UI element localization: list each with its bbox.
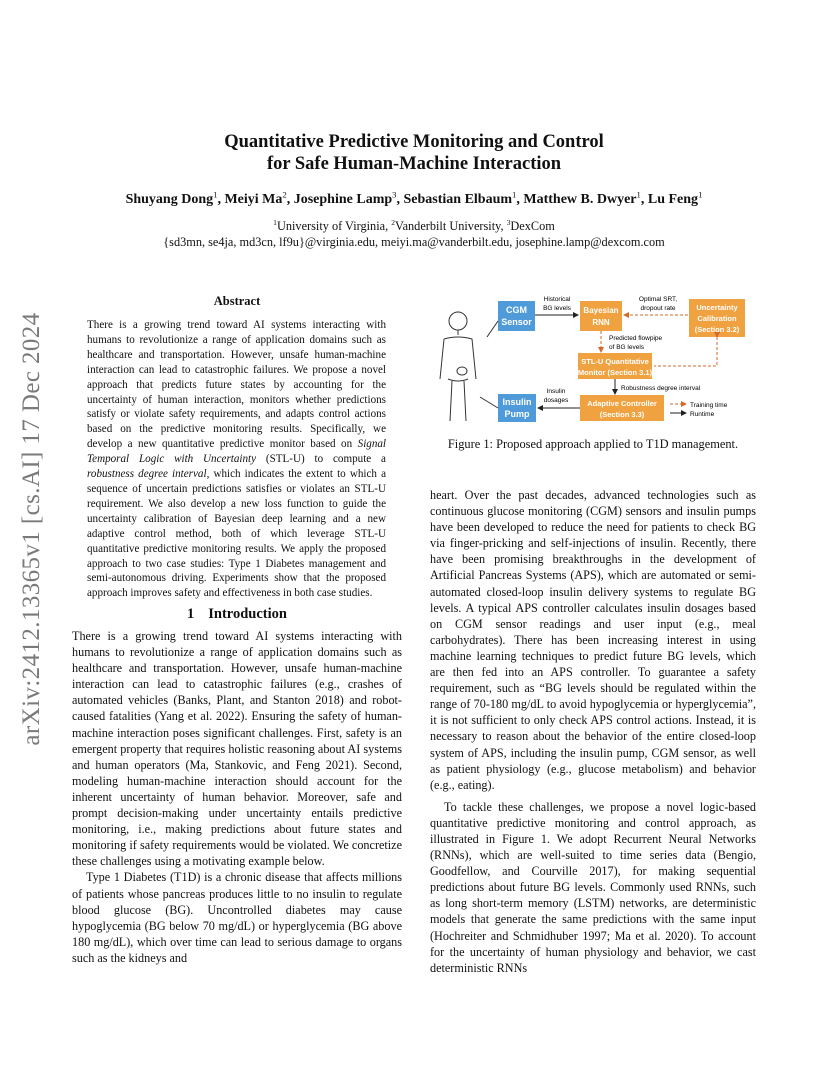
author-name: Matthew B. Dwyer — [523, 192, 637, 207]
affil-name: Vanderbilt University, — [395, 219, 507, 233]
pump-label-1: Insulin — [502, 397, 532, 407]
legend-training-label: Training time — [690, 402, 728, 409]
author-affil: 1 — [698, 189, 703, 200]
stlu-label-2: Monitor (Section 3.1) — [577, 368, 653, 377]
affil-mark: 2 — [391, 217, 396, 227]
label-of-bg-levels: of BG levels — [609, 344, 645, 351]
affiliations — [0, 218, 828, 250]
figure-1-diagram — [432, 291, 764, 427]
label-insulin: Insulin — [546, 388, 566, 395]
author-name: Josephine Lamp — [293, 192, 393, 207]
section-heading-introduction — [72, 606, 402, 623]
author-affil: 1 — [636, 189, 641, 200]
title-line-1: Quantitative Predictive Monitoring and Control — [224, 132, 604, 152]
abstract-emph: robustness degree interval — [87, 468, 207, 481]
label-historical: Historical — [543, 296, 571, 303]
arxiv-stamp — [14, 294, 50, 764]
paper-title — [0, 131, 828, 175]
adaptive-label-1: Adaptive Controller — [587, 399, 657, 408]
label-bg-levels: BG levels — [543, 305, 571, 312]
affil-name: DexCom — [510, 219, 555, 233]
pump-pointer — [480, 397, 498, 408]
dashed-loop-monitor-calib — [654, 337, 717, 366]
author-name: Meiyi Ma — [224, 192, 283, 207]
legend-runtime-label: Runtime — [690, 411, 715, 418]
paragraph: heart. Over the past decades, advanced technologies such as continuous glucose monitoring (CGM) sensors and insulin pumps have been developed to reduce the need for patients to check BG via finger-pricking and self-injections of insulin. Recently, there have been promising breakthroughs in the development of Artificial Pancreas Systems (APS), which are automated or semi-automated closed-loop insulin delivery systems to regulate BG levels. A typical APS controller calculates insulin dosages based on CGM sensor readings and user input (e.g., meal carbohydrates). There has been increasing interest in using machine learning techniques to predict future BG levels, which are then fed into an APS controller. To guarantee a safety requirement, such as “BG levels should be regulated within the range of 70-180 mg/dL to avoid hypoglycemia or hyperglycemia”, it is not sufficient to only check APS control actions. Instead, it is necessary to reason about the behavior of the entire closed-loop system of APS, including the insulin pump, CGM sensor, as well as patient physiology (e.g., glucose metabolism) and behavior (e.g., eating). — [430, 488, 756, 792]
abstract-heading: Abstract — [213, 294, 261, 308]
label-dropout: dropout rate — [640, 305, 676, 312]
abstract-emph: Signal Temporal Logic with Uncertainty — [87, 438, 386, 466]
human-figure-icon — [440, 312, 476, 421]
label-robustness: Robustness degree interval — [621, 385, 701, 392]
paragraph: Type 1 Diabetes (T1D) is a chronic disease that affects millions of patients whose pancreas produces little to no insulin to regulate blood glucose (BG). Uncontrolled diabetes may cause hypoglycemia (BG below 70 mg/dL) or hyperglycemia (BG above 180 mg/dL), which over time can lead to serious damage to organs such as the kidneys and — [72, 870, 402, 965]
author-name: Shuyang Dong — [125, 192, 214, 207]
abstract-text: (STL-U) to compute a — [256, 453, 386, 466]
author-list: Shuyang Dong$^1$, Meiyi Ma$^2$, Josephine Lamp$^3$, Sebastian Elbaum$^1$, Matthew B. Dwyer$^1$, Lu Feng$^1$ — [125, 189, 703, 207]
section-number: 1 — [187, 606, 195, 622]
bayes-label-2: RNN — [592, 318, 610, 327]
affil-mark: 3 — [506, 217, 511, 227]
pump-label-2: Pump — [504, 409, 530, 419]
bayes-label-1: Bayesian — [583, 306, 619, 315]
affiliation-line — [0, 218, 828, 234]
author-affil: 3 — [392, 189, 397, 200]
calib-label-1: Uncertainty — [696, 303, 738, 312]
label-optimal: Optimal SRT, — [638, 296, 678, 303]
label-dosages: dosages — [543, 397, 569, 404]
right-column-body — [430, 487, 756, 976]
figure-1-caption: Figure 1: Proposed approach applied to T1D management. — [447, 437, 739, 451]
affil-name: University of Virginia, — [276, 219, 392, 233]
abstract-text: There is a growing trend toward AI systems interacting with humans to revolutionize a range of application domains such as healthcare and transportation. However, unsafe human-machine interaction can lead to catastrophic failures. We propose a novel approach that predicts future states by accounting for the uncertainty of human interaction, monitors whether predictions satisfy or violate safety requirements, and adapts control actions based on the predictive monitoring results. Specifically, we develop a new quantitative predictive monitor based on — [87, 319, 386, 451]
title-line-2: for Safe Human-Machine Interaction — [266, 154, 562, 174]
cgm-label-2: Sensor — [501, 317, 532, 327]
author-name: Lu Feng — [647, 192, 699, 207]
calib-label-3: (Section 3.2) — [694, 325, 740, 334]
author-name: Sebastian Elbaum — [403, 192, 513, 207]
stlu-label-1: STL-U Quantitative — [581, 357, 649, 366]
emails: {sd3mn, se4ja, md3cn, lf9u}@virginia.edu, meiyi.ma@vanderbilt.edu, josephine.lamp@dexcom.com — [163, 235, 665, 249]
arxiv-stamp-text: arXiv:2412.13365v1 [cs.AI] 17 Dec 2024 — [18, 312, 45, 746]
affil-mark: 1 — [273, 217, 277, 227]
paragraph: To tackle these challenges, we propose a novel logic-based quantitative predictive monitoring and control approach, as illustrated in Figure 1. We adopt Recurrent Neural Networks (RNNs), which are well-suited to time series data (Bengio, Goodfellow, and Courville 2017), for making sequential predictions about future BG levels. Commonly used RNNs, such as long short-term memory (LSTM) networks, are deterministic models that generate the same predictions with the same input (Hochreiter and Schmidhuber 1997; Ma et al. 2020). To account for the uncertainty of human physiology and behavior, we cast deterministic RNNs — [430, 799, 756, 975]
adaptive-label-2: (Section 3.3) — [599, 410, 645, 419]
calib-label-2: Calibration — [697, 314, 737, 323]
author-affil: 2 — [282, 189, 287, 200]
author-affil: 1 — [512, 189, 517, 200]
abstract-body — [87, 318, 386, 601]
cgm-label-1: CGM — [506, 305, 527, 315]
paragraph: There is a growing trend toward AI systems interacting with humans to revolutionize a range of application domains such as healthcare and transportation. However, unsafe human-machine interaction can lead to catastrophic failures (e.g., crashes of automated vehicles (Banks, Plant, and Stanton 2018) and robot-caused fatalities (Yang et al. 2022). Ensuring the safety of human-machine interaction poses significant challenges. First, safety is an emergent property that requires holistic reasoning about AI systems and human operators (Ma, Stankovic, and Feng 2021). Second, modeling human-machine interaction should account for the inherent uncertainty of human behavior. Moreover, safe and prompt decision-making under uncertainty entails predictive monitoring, i.e., making predictions about future states and monitoring if safety requirements would be violated. We concretize these challenges using a motivating example below. — [72, 629, 402, 869]
left-column-body — [72, 628, 402, 966]
author-affil: 1 — [213, 189, 218, 200]
label-predicted-flowpipe: Predicted flowpipe — [609, 335, 663, 342]
sensor-pointer — [487, 321, 498, 337]
section-title: Introduction — [208, 606, 287, 622]
abstract-text: , which indicates the extent to which a sequence of uncertain predictions satisfies or violates an STL-U requirement. We also develop a new loss function to guide the uncertainty calibration of Bayesian deep learning and a new adaptive control method, both of which leverage STL-U quantitative predictive monitoring results. We apply the proposed approach to two case studies: Type 1 Diabetes management and semi-autonomous driving. Experiments show that the proposed approach improves safety and effectiveness in both case studies. — [87, 468, 386, 600]
